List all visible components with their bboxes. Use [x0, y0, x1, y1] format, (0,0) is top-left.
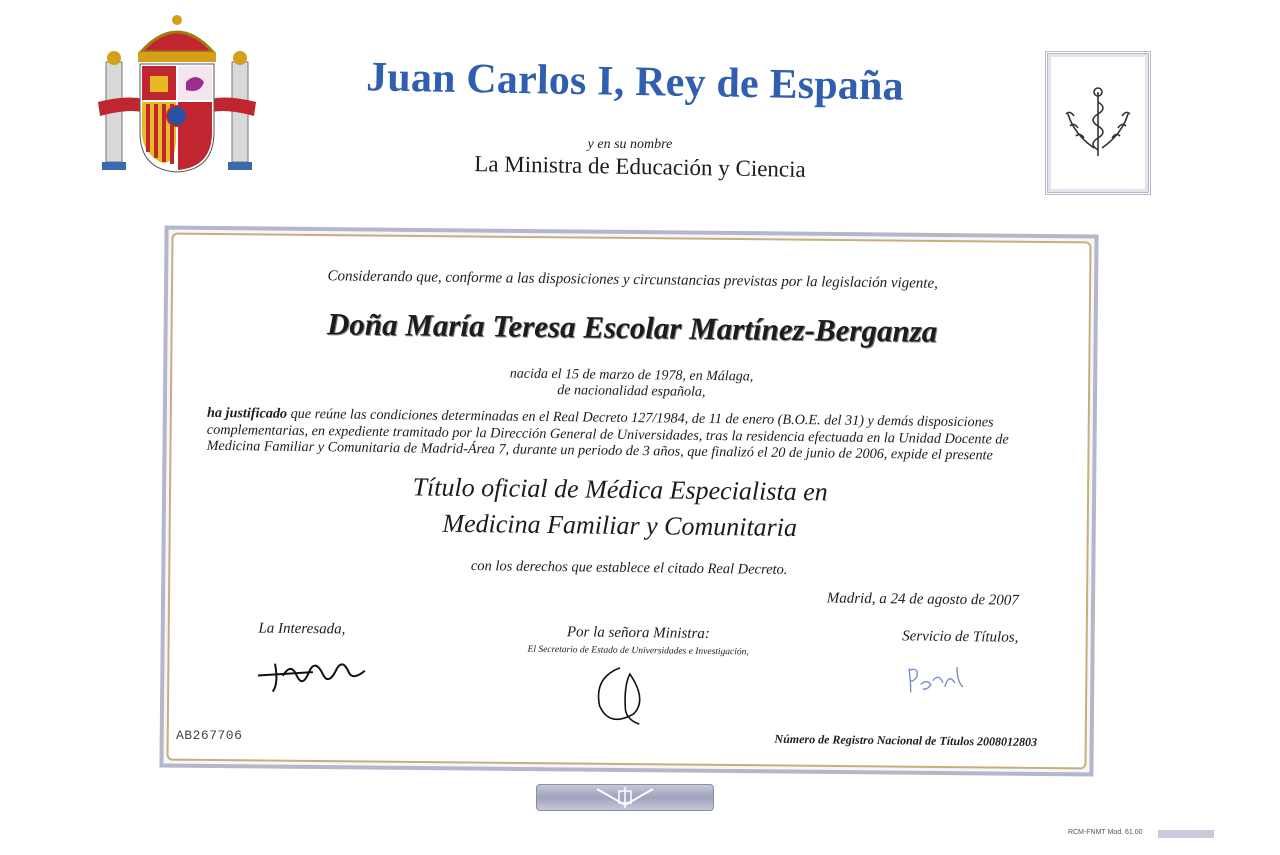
certificate-body — [157, 224, 1104, 780]
holder-signature — [253, 645, 374, 696]
secretary-signature — [589, 660, 660, 731]
considering-text: Considerando que, conforme a las disposiciones y circunstancias previstas por la legislación vigente, — [327, 268, 939, 292]
justification-rest: que reúne las condiciones determinadas en el Real Decreto 127/1984, de 11 de enero (B.O.E. del 31) y demás disposiciones complementarias, en expediente tramitado por la Dirección General de Universidades, tras la residencia efectuada en la Unidad Docente de Medicina Familiar y Comunitaria de Madrid-Área 7, durante un periodo de 3 años, que finalizó el 20 de junio de 2006, expide el presente — [206, 405, 1009, 464]
plate-emblem-icon — [537, 785, 713, 810]
footer-bar — [1158, 830, 1214, 838]
form-code: RCM-FNMT Mod. 61.00 — [1068, 829, 1143, 836]
secretary-label: El Secretario de Estado de Universidades e Investigación, — [527, 644, 749, 658]
security-plate — [536, 784, 714, 811]
degree-title-line1: Título oficial de Médica Especialista en — [412, 472, 828, 507]
registry-number: Número de Registro Nacional de Títulos 2008012803 — [774, 731, 1038, 749]
justification-lead: ha justificado — [206, 404, 288, 422]
caduceus-wreath-icon — [1058, 84, 1138, 164]
minister-line: La Ministra de Educación y Ciencia — [474, 151, 806, 182]
birth-line: nacida el 15 de marzo de 1978, en Málaga, — [509, 366, 754, 385]
certificate-heading: Juan Carlos I, Rey de España — [365, 54, 905, 110]
place-date: Madrid, a 24 de agosto de 2007 — [826, 590, 1019, 609]
nationality-line: de nacionalidad española, — [557, 383, 706, 400]
serial-number: AB267706 — [176, 728, 243, 743]
coat-of-arms-emblem — [96, 12, 258, 174]
minister-signature-label: Por la señora Ministra: — [566, 624, 710, 642]
degree-title-line2: Medicina Familiar y Comunitaria — [442, 508, 798, 543]
titles-service-signature — [903, 658, 973, 699]
in-name-line: y en su nombre — [587, 137, 673, 152]
medical-emblem-box — [1045, 51, 1151, 195]
holder-name: Doña María Teresa Escolar Martínez-Berganza — [326, 306, 938, 349]
holder-signature-label: La Interesada, — [258, 620, 346, 638]
rights-text: con los derechos que establece el citado Real Decreto. — [470, 558, 788, 578]
titles-service-label: Servicio de Títulos, — [902, 628, 1019, 646]
justification-paragraph — [207, 405, 1058, 465]
